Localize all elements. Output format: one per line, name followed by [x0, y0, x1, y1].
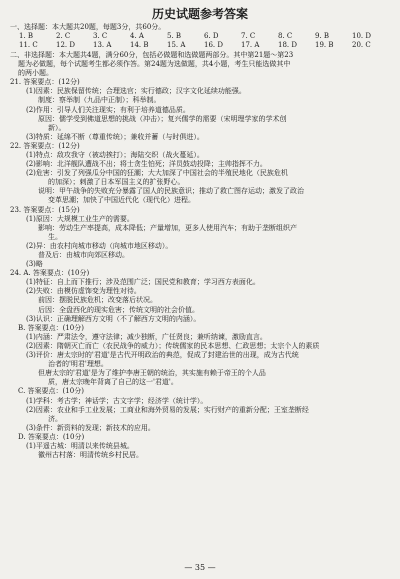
answer-item: 8. C — [278, 32, 293, 41]
part2-heading-line: 的两小题。 — [18, 69, 53, 78]
answer-item: 16. D — [204, 41, 223, 50]
answer-item: 1. B — [19, 32, 34, 41]
answer-line: 的加深）；刺激了日本军国主义的扩张野心。 — [48, 178, 185, 187]
answer-item: 15. A — [167, 41, 186, 50]
answer-item: 2. C — [56, 32, 71, 41]
part2-heading-line: 题为必做题，每个试题考生都必须作答。第24题为选做题，共4小题，考生只能选做其中 — [18, 59, 291, 68]
answer-line: (2)影响：北洋舰队遭战不出；将士贪生怕死；洋员鼓动投降；主帅指挥不力。 — [26, 160, 267, 169]
answer-line: (1)内涵：严肃法令，遵守法律；减少独断，广任贤良；兼听纳谏，激励直言。 — [26, 332, 267, 341]
answer-line: (3)认识：正确理解西方文明（不了解西方文明的内涵）。 — [26, 314, 201, 323]
answer-line: 前因：摆脱民族危机；改变落后状况。 — [38, 296, 157, 305]
page-title: 历史试题参考答案 — [151, 7, 248, 21]
answer-item: 17. A — [241, 41, 260, 50]
answer-item: 19. B — [315, 41, 334, 50]
answer-line: 原因：儒学受到佛道思想的挑战（冲击）；复兴儒学的需要（宋明理学家的学术创 — [38, 114, 287, 123]
answer-item: 4. A — [130, 32, 144, 41]
answer-line: (2)因素：农业和手工业发展；工商业和海外贸易的发展；实行财产的重新分配；王室垄断经 — [26, 405, 309, 414]
answer-item: 10. D — [352, 32, 371, 41]
answer-line: 普及后：由城市向郊区移动。 — [38, 251, 129, 259]
answer-line: 济。 — [48, 414, 62, 423]
answer-line: (1)平遥古城：明清以来传统县城。 — [26, 441, 134, 450]
part1-heading: 一、选择题：本大题共20题，每题3分，共60分。 — [10, 23, 166, 31]
answer-line: (1)原因：大规模工业生产的需要。 — [26, 214, 134, 223]
question-heading: 23. 答案要点：(15分) — [10, 205, 80, 214]
answer-item: 20. C — [352, 41, 371, 50]
answer-item: 18. D — [278, 41, 297, 50]
answer-line: (1)特征：自上而下推行；涉及范围广泛；国民党和教育；学习西方表面化。 — [26, 278, 260, 287]
answer-line: (2)因素：隋朝灭亡而亡（农民战争的威力）；传统儒家的民本思想、仁政思想；太宗个人的素质 — [26, 341, 320, 350]
answer-item: 11. C — [19, 41, 38, 50]
answer-item: 7. C — [241, 32, 256, 41]
answer-line: (2)失败：由模仿虚饰变为理性对待。 — [26, 287, 141, 296]
answer-line: (1)因素：民族保留传统；合理选官；实行德政；汉字文化延续功能强。 — [26, 87, 246, 96]
question-heading: 21. 答案要点：(12分) — [10, 78, 80, 87]
answer-item: 9. B — [315, 32, 330, 41]
page-number: — 35 — — [184, 563, 216, 572]
answer-line: (1)特点：敌攻我守（被动挨打）；海陆交织（战火蔓延）。 — [26, 150, 204, 159]
question-heading: 24. A. 答案要点：(10分) — [10, 269, 90, 278]
answer-line: (3)略 — [26, 260, 43, 269]
answer-line: (3)评价：唐太宗时的'君道'是古代开明政治的典范，促成了封建治世的出现，成为古代统 — [26, 351, 299, 360]
answer-line: (3)条件：新资料的发现；新技术的应用。 — [26, 423, 155, 432]
answer-line: 生。 — [48, 232, 62, 241]
answer-item: 3. C — [93, 32, 108, 41]
answer-line: (2)作用：引导人们关注现实；有利于培养道德品质。 — [26, 105, 190, 114]
answer-item: 6. D — [204, 32, 219, 41]
answer-line: 说明：甲午战争的失败充分暴露了国人的民族意识；推动了救亡图存运动；激发了政治 — [38, 187, 304, 196]
answer-line: 徽州古村落：明清传统乡村民居。 — [38, 451, 143, 460]
answer-item: 13. A — [93, 41, 112, 50]
answer-line: (2)异：由农村向城市移动（向城市地区移动）。 — [26, 241, 173, 250]
answer-row-2 — [10, 41, 390, 50]
answer-line: (3)特质：延绵不断（尊重传统）；兼收并蓄（与时俱进）。 — [26, 132, 204, 141]
question-heading: C. 答案要点：(10分) — [18, 387, 84, 396]
answer-line: 治者的'明君'理想。 — [48, 360, 108, 369]
answer-item: 14. B — [130, 41, 149, 50]
answer-line: 新）。 — [48, 123, 66, 132]
answer-line: (2)危害：引发了列强瓜分中国的狂潮；大大加深了中国社会的半殖民地化（民族危机 — [26, 169, 288, 178]
question-heading: 22. 答案要点：(12分) — [10, 141, 80, 150]
answer-line: 后因：全盘西化的现实危害；传统文明的社会价值。 — [38, 305, 199, 314]
answer-line: (1)学科：考古学；神话学；古文字学；经济学（统计学）。 — [26, 396, 208, 405]
part2-heading-line: 二、非选择题：本大题共4题，满分60分，包括必做题和选做题两部分。其中第21题～第23 — [10, 50, 294, 59]
question-heading: B. 答案要点：(10分) — [18, 323, 84, 332]
question-heading: D. 答案要点：(10分) — [18, 432, 85, 441]
answer-line: 质，唐太宗晚年背离了自己的这一'君道'。 — [48, 378, 178, 387]
answer-line: 影响：劳动生产率提高，成本降低；产量增加，更多人使用汽车；有助于垄断组织产 — [38, 223, 297, 232]
answer-item: 5. B — [167, 32, 182, 41]
answer-row-1 — [10, 32, 390, 41]
answer-line: 变革思潮；加快了中国近代化（现代化）进程。 — [48, 196, 195, 205]
answer-line: 但唐太宗的'君道'是为了维护李唐王朝的统治，其实施有赖于帝王的个人品 — [38, 369, 266, 378]
answer-item: 12. D — [56, 41, 75, 50]
answer-line: 制度：察举制（九品中正制）；科举制。 — [38, 96, 161, 105]
